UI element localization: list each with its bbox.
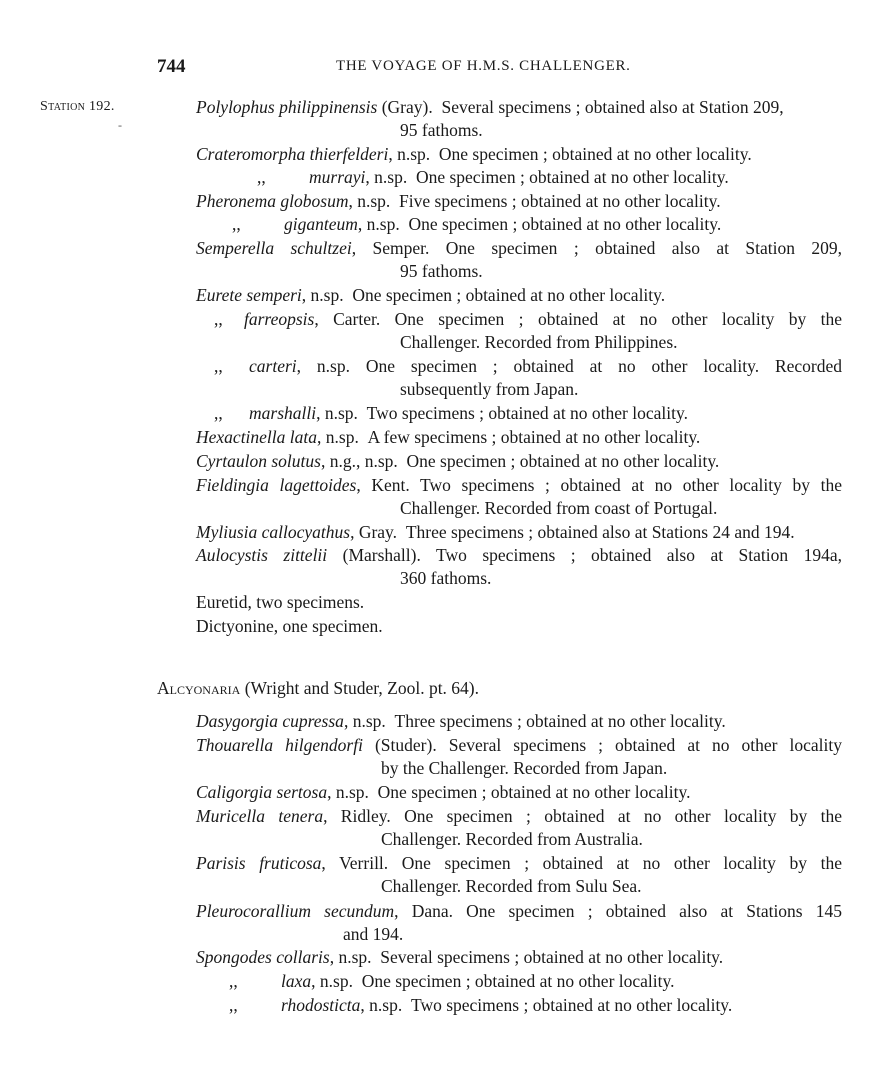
entry-text: Five specimens ; obtained at no other locality. [399,191,721,211]
entry-continuation: Challenger. Recorded from Sulu Sea. [381,876,642,896]
entry-text: One specimen ; obtained at no other locality by the [401,853,842,873]
list-item: Fieldingia lagettoides, Kent. Two specimens ; obtained at no other locality by the [196,475,842,495]
entry-continuation: Challenger. Recorded from Philippines. [400,332,678,352]
margin-mark: - [118,118,122,132]
section-name: Alcyonaria [157,678,241,698]
station-label: Station 192. [40,99,115,114]
list-item: Myliusia callocyathus, Gray. Three specimens ; obtained also at Stations 24 and 194. [196,522,795,542]
species-name: marshalli [249,403,317,423]
list-item: Cyrtaulon solutus, n.g., n.sp. One specimen ; obtained at no other locality. [196,451,720,471]
entry-continuation: 95 fathoms. [400,261,483,281]
list-item: Pheronema globosum, n.sp. Five specimens ; obtained at no other locality. [196,191,721,211]
species-name: Pleurocorallium secundum [196,901,395,921]
entry-text: A few specimens ; obtained at no other locality. [367,427,701,447]
species-name: Semperella schultzei [196,238,352,258]
ditto-mark: ,, [214,403,223,423]
list-item: Muricella tenera, Ridley. One specimen ; obtained at no other locality by the [196,806,843,826]
entry-continuation: Challenger. Recorded from Australia. [381,829,643,849]
ditto-mark: ,, [214,309,223,329]
species-name: Caligorgia sertosa [196,782,328,802]
entry-continuation: Challenger. Recorded from coast of Portugal. [400,498,718,518]
species-name: Muricella tenera [196,806,324,826]
entry-text: One specimen ; obtained at no other locality by the [404,806,843,826]
species-name: Parisis fruticosa [196,853,322,873]
species-name: Aulocystis zittelii [196,545,328,565]
entry-text: One specimen ; obtained also at Stations 145 [466,901,843,921]
list-item: Euretid, two specimens. [196,592,365,612]
entry-continuation: subsequently from Japan. [400,379,579,399]
entry-text: Several specimens ; obtained also at Station 209, [441,97,784,117]
entry-text: Several specimens ; obtained at no other locality. [380,947,724,967]
page-number: 744 [157,56,186,77]
species-name: Cyrtaulon solutus [196,451,321,471]
species-name: Spongodes collaris [196,947,330,967]
entry-text: One specimen ; obtained at no other locality. [438,144,752,164]
list-item: Parisis fruticosa, Verrill. One specimen ; obtained at no other locality by the [196,853,842,873]
species-name: farreopsis [244,309,315,329]
entry-text: One specimen ; obtained at no other locality. [408,214,722,234]
species-name: Thouarella hilgendorfi [196,735,363,755]
species-name: Eurete semperi [196,285,302,305]
species-name: Crateromorpha thierfelderi [196,144,389,164]
list-item: Caligorgia sertosa, n.sp. One specimen ; obtained at no other locality. [196,782,691,802]
entry-continuation: 360 fathoms. [400,568,492,588]
list-item: Dictyonine, one specimen. [196,616,383,636]
entry-text: Three specimens ; obtained also at Stations 24 and 194. [405,522,795,542]
species-name: Hexactinella lata [196,427,318,447]
species-name: giganteum [284,214,358,234]
species-name: Myliusia callocyathus [196,522,351,542]
species-name: Polylophus philippinensis [196,97,378,117]
list-item: ,, giganteum, n.sp. One specimen ; obtained at no other locality. [232,213,721,237]
species-name: murrayi [309,167,366,187]
list-item: ,, rhodosticta, n.sp. Two specimens ; obtained at no other locality. [229,994,732,1018]
entry-continuation: 95 fathoms. [400,120,483,140]
entry-text: Two specimens ; obtained also at Station 194a, [436,545,842,565]
ditto-mark: ,, [232,214,241,234]
species-name: Dasygorgia cupressa [196,711,344,731]
species-name: carteri [249,356,297,376]
entry-continuation: and 194. [343,924,404,944]
list-item: Eurete semperi, n.sp. One specimen ; obtained at no other locality. [196,285,666,305]
entry-text: Two specimens ; obtained at no other locality. [366,403,688,423]
entry-text: One specimen ; obtained at no other locality by the [394,309,843,329]
list-item: Polylophus philippinensis (Gray). Several specimens ; obtained also at Station 209, [196,97,784,117]
entry-text: One specimen ; obtained at no other locality. [352,285,666,305]
list-item: ,, laxa, n.sp. One specimen ; obtained at no other locality. [229,970,675,994]
entry-text: One specimen ; obtained at no other locality. [415,167,729,187]
entry-text: Three specimens ; obtained at no other locality. [394,711,726,731]
entry-text: One specimen ; obtained also at Station 209, [445,238,842,258]
species-name: laxa [281,971,312,991]
section-heading [157,678,479,699]
running-title: THE VOYAGE OF H.M.S. CHALLENGER. [336,58,631,74]
list-item: ,, marshalli, n.sp. Two specimens ; obtained at no other locality. [214,402,688,426]
list-item: Crateromorpha thierfelderi, n.sp. One specimen ; obtained at no other locality. [196,144,752,164]
entry-text: One specimen ; obtained at no other locality. [406,451,720,471]
entry-text: One specimen ; obtained at no other locality. [377,782,691,802]
list-item: ,, farreopsis, Carter. One specimen ; obtained at no other locality by the [214,308,842,332]
list-item: ,, carteri, n.sp. One specimen ; obtained at no other locality. Recorded [214,355,842,379]
ditto-mark: ,, [229,995,238,1015]
ditto-mark: ,, [257,167,266,187]
list-item: Dasygorgia cupressa, n.sp. Three specimens ; obtained at no other locality. [196,711,726,731]
entry-text: One specimen ; obtained at no other locality. Recorded [365,356,843,376]
list-item: Pleurocorallium secundum, Dana. One specimen ; obtained also at Stations 145 [196,901,843,921]
entry-text: Two specimens ; obtained at no other locality by the [420,475,842,495]
list-item: Semperella schultzei, Semper. One specimen ; obtained also at Station 209, [196,238,842,258]
ditto-mark: ,, [214,356,223,376]
list-item: Thouarella hilgendorfi (Studer). Several specimens ; obtained at no other locality [196,735,842,755]
list-item: Spongodes collaris, n.sp. Several specimens ; obtained at no other locality. [196,947,724,967]
species-name: Fieldingia lagettoides [196,475,357,495]
list-item: Hexactinella lata, n.sp. A few specimens ; obtained at no other locality. [196,427,701,447]
ditto-mark: ,, [229,971,238,991]
list-item: ,, murrayi, n.sp. One specimen ; obtained at no other locality. [257,166,729,190]
species-name: Pheronema globosum [196,191,349,211]
entry-text: Several specimens ; obtained at no other locality [448,735,842,755]
species-name: rhodosticta [281,995,361,1015]
entry-text: One specimen ; obtained at no other locality. [361,971,675,991]
list-item: Aulocystis zittelii (Marshall). Two specimens ; obtained also at Station 194a, [196,545,842,565]
entry-continuation: by the Challenger. Recorded from Japan. [381,758,668,778]
section-reference: (Wright and Studer, Zool. pt. 64). [240,678,480,698]
entry-text: Two specimens ; obtained at no other locality. [410,995,733,1015]
